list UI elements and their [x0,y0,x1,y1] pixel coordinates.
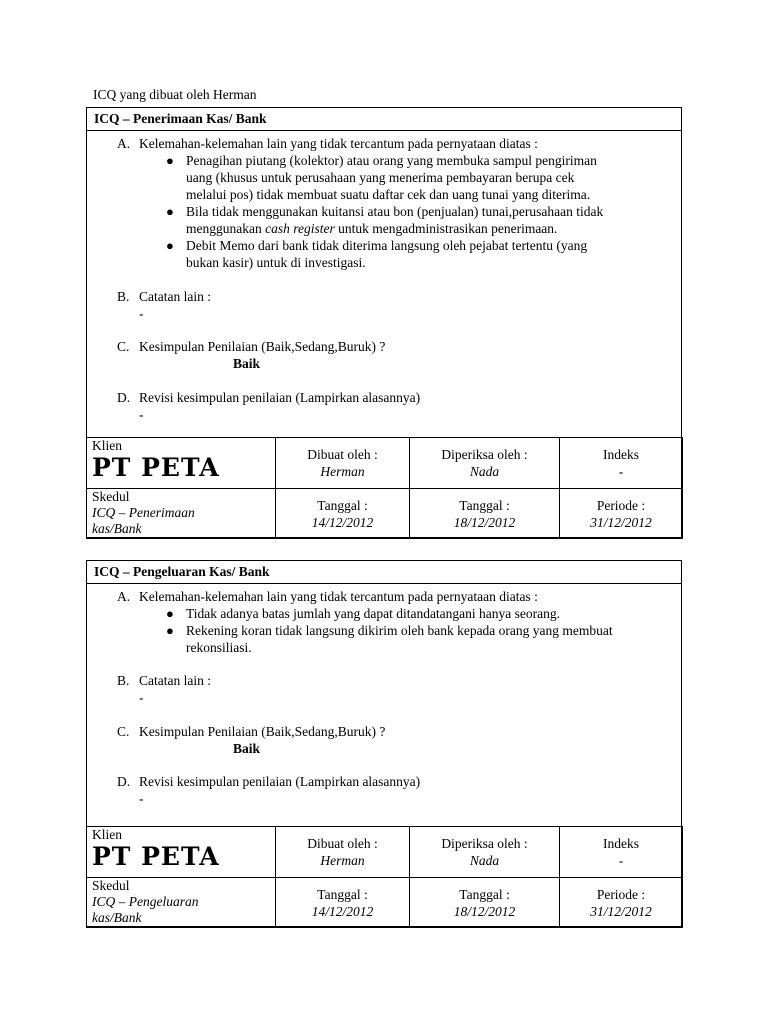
klien-label: Klien [92,438,122,453]
section-c-text: Kesimpulan Penilaian (Baik,Sedang,Buruk) ? [139,339,386,354]
tanggal-label: Tanggal : [459,498,510,513]
signoff-table [86,437,683,539]
client-logo: PT PETA [92,842,220,871]
periode-label: Periode : [596,498,646,513]
section-a-marker: A. [117,136,131,151]
skedul-label: Skedul [92,878,130,893]
tanggal-value: 14/12/2012 [311,515,374,530]
section-d-marker: D. [117,774,131,789]
section-c-marker: C. [117,339,130,354]
section-c-value: Baik [233,356,261,371]
form-title: ICQ – Penerimaan Kas/ Bank [87,108,681,131]
indeks-label: Indeks [603,836,639,851]
diperiksa-cell [410,438,560,489]
section-a-text: Kelemahan-kelemahan lain yang tidak tercantum pada pernyataan diatas : [139,589,538,604]
periode-cell [560,489,683,539]
section-b-text: Catatan lain : [139,673,211,688]
tanggal-diperiksa-cell [410,489,560,539]
tanggal-dibuat-cell [276,878,410,928]
bullet-icon: ● [166,153,174,168]
indeks-label: Indeks [603,447,639,462]
bullet-icon: ● [166,204,174,219]
indeks-value: - [618,464,624,479]
section-d-marker: D. [117,390,131,405]
section-b-marker: B. [117,673,130,688]
section-b-value: - [139,306,144,321]
dibuat-cell [276,438,410,489]
tanggal-value: 18/12/2012 [453,515,516,530]
section-c-value: Baik [233,741,261,756]
klien-label: Klien [92,827,122,842]
section-b-value: - [139,690,144,705]
tanggal-label: Tanggal : [317,498,368,513]
periode-label: Periode : [596,887,646,902]
indeks-cell [560,827,683,878]
dibuat-value: Herman [320,853,365,868]
icq-form-pengeluaran [86,560,682,927]
bullet-icon: ● [166,606,174,621]
form-content [87,131,681,438]
signoff-table [86,826,683,928]
diperiksa-label: Diperiksa oleh : [441,836,528,851]
diperiksa-value: Nada [469,853,500,868]
klien-cell [87,827,276,878]
italic-term: cash register [265,221,335,236]
diperiksa-cell [410,827,560,878]
dibuat-cell [276,827,410,878]
form-content [87,584,681,827]
skedul-cell [87,878,276,928]
periode-value: 31/12/2012 [590,515,652,530]
list-item: ● Penagihan piutang (kolektor) atau orang yang membuka sampul pengiriman uang (khusus untuk perusahaan yang menerima pembayaran berupa cek melalui pos) tidak membuat suatu daftar cek dan uang tunai yang diterima. [166,153,597,202]
section-d-value: - [139,407,144,422]
document-intro: ICQ yang dibuat oleh Herman [93,87,257,102]
skedul-label: Skedul [92,489,130,504]
icq-form-penerimaan [86,107,682,538]
section-b-text: Catatan lain : [139,289,211,304]
tanggal-dibuat-cell [276,489,410,539]
section-d-value: - [139,791,144,806]
form-title: ICQ – Pengeluaran Kas/ Bank [87,561,681,584]
bullet-line-cash-register: menggunakan cash register untuk mengadministrasikan penerimaan. [186,221,558,236]
skedul-cell [87,489,276,539]
skedul-value-line2: kas/Bank [92,521,142,536]
diperiksa-value: Nada [469,464,500,479]
section-b-marker: B. [117,289,130,304]
section-d-text: Revisi kesimpulan penilaian (Lampirkan alasannya) [139,390,421,405]
bullet-icon: ● [166,238,174,253]
section-a-text: Kelemahan-kelemahan lain yang tidak tercantum pada pernyataan diatas : [139,136,538,151]
periode-value: 31/12/2012 [590,904,652,919]
tanggal-label: Tanggal : [459,887,510,902]
tanggal-diperiksa-cell [410,878,560,928]
list-item: ● Bila tidak menggunakan kuitansi atau bon (penjualan) tunai,perusahaan tidak menggunakan cash register untuk mengadministrasikan penerimaan. [162,203,673,237]
weakness-list [162,605,673,656]
indeks-cell [560,438,683,489]
tanggal-label: Tanggal : [317,887,368,902]
skedul-value-line1: ICQ – Penerimaan [92,505,195,520]
periode-cell [560,878,683,928]
klien-cell [87,438,276,489]
dibuat-label: Dibuat oleh : [307,447,378,462]
indeks-value: - [618,853,624,868]
skedul-value-line2: kas/Bank [92,910,142,925]
dibuat-value: Herman [320,464,365,479]
section-c-marker: C. [117,724,130,739]
tanggal-value: 18/12/2012 [453,904,516,919]
list-item: ● Rekening koran tidak langsung dikirim oleh bank kepada orang yang membuat rekonsiliasi. [166,623,613,655]
section-d-text: Revisi kesimpulan penilaian (Lampirkan alasannya) [139,774,421,789]
dibuat-label: Dibuat oleh : [307,836,378,851]
tanggal-value: 14/12/2012 [311,904,374,919]
list-item: ● Debit Memo dari bank tidak diterima langsung oleh pejabat tertentu (yang bukan kasir) untuk di investigasi. [166,238,588,270]
section-a-marker: A. [117,589,131,604]
client-logo: PT PETA [92,453,220,482]
list-item: ● Tidak adanya batas jumlah yang dapat ditandatangani hanya seorang. [166,606,561,621]
bullet-icon: ● [166,623,174,638]
diperiksa-label: Diperiksa oleh : [441,447,528,462]
weakness-list [162,152,673,271]
skedul-value-line1: ICQ – Pengeluaran [92,894,199,909]
section-c-text: Kesimpulan Penilaian (Baik,Sedang,Buruk) ? [139,724,386,739]
